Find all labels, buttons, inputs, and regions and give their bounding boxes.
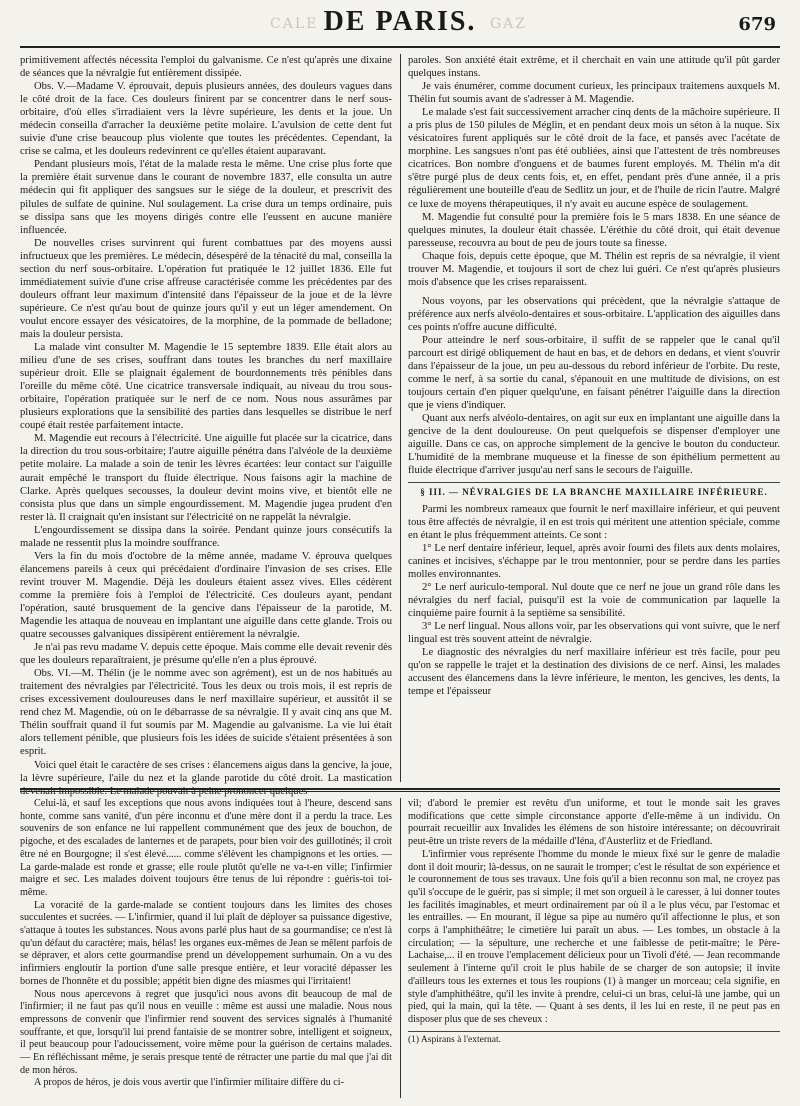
bleed-through-text: CALE bbox=[270, 16, 319, 32]
feuilleton-left-column bbox=[20, 798, 392, 1098]
footnote: (1) Aspirans à l'externat. bbox=[408, 1031, 780, 1047]
feuilleton-right-column bbox=[408, 798, 780, 1098]
paragraph: M. Magendie fut consulté pour la première fois le 5 mars 1838. En une séance de quelques minutes, la douleur était chassée. L'éréthie du côté droit, qui était devenue paresseuse, recouvra au bout de peu de jours toute sa finesse. bbox=[408, 211, 780, 249]
paragraph: Pour atteindre le nerf sous-orbitaire, il suffit de se rappeler que le canal qu'il parcourt est dirigé obliquement de haut en bas, et de dehors en dedans, et vient s'ouvrir dans l'épaisseur de la joue, un peu au-dessous du rebord inférieur de l'orbite. Du reste, comme le nerf, à sa sortie du canal, s'épanouit en une multitude de divisions, on est toujours certain d'en piquer quelqu'une, en faisant pénétrer l'aiguille dans la direction que je viens d'indiquer. bbox=[408, 334, 780, 412]
paragraph: Obs. V.—Madame V. éprouvait, depuis plusieurs années, des douleurs vagues dans le côté droit de la face. Ces douleurs finirent par se concentrer dans le nerf sous-orbitaire, d'où elles s'irradiaient vers la lèvre supérieure, les dents et la joue. Un médecin conseilla d'arracher la deuxième petite molaire. L'avulsion de cette dent fut suivie d'une crise beaucoup plus violente que toutes les précédentes. Cependant, la crise se calma, et les douleurs redevinrent ce qu'elles étaient auparavant. bbox=[20, 81, 392, 158]
paragraph: Je vais énumérer, comme document curieux, les principaux traitemens auxquels M. Thélin fut soumis avant de s'adresser à M. Magendie. bbox=[408, 81, 780, 106]
paragraph: Le diagnostic des névralgies du nerf maxillaire inférieur est très facile, pour peu qu'on se rappelle le trajet et la destination des divisions de ce nerf. Ainsi, les malades accusent des élancemens dans la lèvre inférieure, le menton, les gencives, les dents, la tempe et l'épaisseur bbox=[408, 647, 780, 698]
paragraph: Le malade s'est fait successivement arracher cinq dents de la mâchoire supérieure. Il a pris plus de 150 pilules de Méglin, et en pendant deux mois un séton à la nuque. Six vésicatoires furent appliqués sur le côté droit de la face, et pansés avec l'acétate de morphine. Les sangsues n'ont pas été oubliées, ainsi que l'attestent de très nombreuses cicatrices. Bon nombre d'onguens et de baumes furent employés. M. Thélin m'a dit s'être purgé plus de deux cents fois, et, en effet, pendant près d'une année, il a pris régulièrement une bouteille d'eau de Sedlitz un jour, et de l'huile de ricin l'autre. Malgré ce luxe de moyens thérapeutiques, il n'y avait eu aucune espèce de soulagement. bbox=[408, 107, 780, 210]
paragraph: Quant aux nerfs alvéolo-dentaires, on agit sur eux en implantant une aiguille dans la gencive de la dent douloureuse. On peut quelquefois se dispenser d'employer une aiguille. Dans ce cas, on approche simplement de la gencive le bouton du conducteur. L'humidité de la membrane muqueuse et la finesse de son épithélium permettent au fluide électrique d'arriver jusqu'au nerf sans le secours de l'aiguille. bbox=[408, 413, 780, 477]
bleed-through-text: GAZ bbox=[490, 16, 528, 32]
section-heading: § III. — NÉVRALGIES DE LA BRANCHE MAXILLAIRE INFÉRIEURE. bbox=[408, 482, 780, 499]
column-divider bbox=[400, 54, 401, 782]
page-number: 679 bbox=[738, 14, 776, 35]
feuilleton-rule bbox=[20, 791, 780, 792]
paragraph: Vers la fin du mois d'octobre de la même année, madame V. éprouva quelques élancemens pareils à ceux qui précédaient d'ordinaire l'invasion de ses crises. Elle revint trouver M. Magendie. Déjà les douleurs étaient assez vives. Elles cédèrent comme la première fois à l'emploi de l'électricité. Ces douleurs ayant, pendant l'opération, sauté brusquement de la gencive dans l'épaisseur de la parotide, M. Magendie les attaqua de nouveau en implantant une aiguille dans cette glande. Trois ou quatre secousses galvaniques dissipèrent entièrement la névralgie. bbox=[20, 550, 392, 641]
paragraph: Celui-là, et sauf les exceptions que nous avons indiquées tout à l'heure, descend sans honte, comme sans vanité, d'un père inconnu et d'une mère dont il a perdu la trace. Les souvenirs de son enfance ne lui rappellent communément que des jeux de bouchon, de pigoche, et des escalades de lanternes et de parapets, pour bien voir des guillotinés; il croit être né en Bourgogne; il s'est élevé...... comme s'élèvent les champignons et les orties. — La garde-malade est ronde et grasse; elle roule plutôt qu'elle ne va-t-en ville; l'infirmier maigre et sec. Les malades doivent toujours être tenus de lui répondre : guéris-toi toi-même. bbox=[20, 798, 392, 898]
paragraph: paroles. Son anxiété était extrême, et il cherchait en vain une attitude qu'il pût garder quelques instans. bbox=[408, 55, 780, 80]
paragraph: De nouvelles crises survinrent qui furent combattues par des moyens aussi infructueux que les premières. Le médecin, désespéré de la ténacité du mal, conseilla la section du nerf sous-orbitaire. L'opération fut pratiquée le 12 juillet 1836. Elle fut immédiatement suivie d'une crise affreuse caractérisée comme les précédentes par des douleurs offrant leur maximum d'intensité dans l'épaisseur de la joue et de la lèvre supérieure. Ce n'est qu'au bout de quinze jours qu'il y eut un léger amendement. On voulut encore essayer des vésicatoires, de la morphine, de la pommade de belladone; mais la douleur persista. bbox=[20, 237, 392, 340]
paragraph: A propos de héros, je dois vous avertir que l'infirmier militaire diffère du ci- bbox=[34, 1077, 345, 1089]
paragraph: vil; d'abord le premier est revêtu d'un uniforme, et tout le monde sait les graves modifications que cette simple circonstance apporte d'elle-même à un individu. On pourrait recueillir aux Invalides les élémens de son histoire intéressante; on découvrirait peut-être un triste revers de la médaille d'Iéna, d'Austerlitz et de Friedland. bbox=[408, 798, 780, 848]
paragraph: Je n'ai pas revu madame V. depuis cette époque. Mais comme elle devait revenir dès que les douleurs reparaîtraient, je présume qu'elle n'en a plus éprouvé. bbox=[20, 642, 392, 667]
right-column bbox=[408, 54, 780, 782]
paragraph: Voici quel était le caractère de ses crises : élancemens aigus dans la gencive, la joue, la lèvre supérieure, l'aile du nez et la glande parotide du côté droit. La mastication bbox=[20, 759, 392, 784]
paragraph: La malade vint consulter M. Magendie le 15 septembre 1839. Elle était alors au milieu d'une de ses crises, souffrant dans toutes les branches du nerf maxillaire supérieur droit. Elle se plaignait également de bourdonnements très pénibles dans l'oreille du même côté. Une cicatrice transversale indiquait, au niveau du trou sous-orbitaire, l'opération pratiquée sur le nerf de ce nom. Nous nous assurâmes par plusieurs explorations que la sensibilité des parties dans lesquelles se distribue le nerf coupé était restée parfaitement intacte. bbox=[20, 342, 392, 432]
paragraph: L'infirmier vous représente l'homme du monde le mieux fixé sur le genre de maladie dont il doit mourir; là-dessus, on ne saurait le tromper; c'est le résultat de son expérience et le couronnement de tous ses travaux. Une fois qu'il a bien reconnu son mal, ne croyez pas qu'il s'occupe de le guérir, pas si simple; il met son orgueil à le caresser, à lui donner toutes les facilités imaginables, et meurt ordinairement par où il a le plus vécu, par l'estomac et les entrailles. — En mourant, il lègue sa pipe au numéro qu'il affectionne le plus, et son corps à l'amphithéâtre; le cimetière lui paraît un abus. — Les tombes, un obstacle à la circulation; — la sépulture, une recherche et une faiblesse de petit-maître; le Père-Lachaise,... il en trouve l'emplacement délicieux pour un Tivoli d'été. — Jean recommande seulement à l'interne qu'il croit le plus habile de se charger de son autopsie; il invite d'ailleurs tous les externes et tous les roupions (1) à manger un morceau; cela signifie, en style d'amphithéâtre, qu'il les invite à prendre, celui-ci un bras, celui-là une jambe, qui un pied, qui la main, qui la tête. — Quant à ses dents, il les lui en reste, il ne peut pas en disposer plus que de ses cheveux : bbox=[408, 848, 780, 1025]
paragraph: Chaque fois, depuis cette époque, que M. Thélin est repris de sa névralgie, il vient trouver M. Magendie, et toujours il sort de chez lui guéri. Ce n'est qu'après plusieurs mois d'absence que les crises reparaissent. bbox=[408, 250, 780, 288]
paragraph: Pendant plusieurs mois, l'état de la malade resta le même. Une crise plus forte que la première était survenue dans le courant de novembre 1837, elle consulta un autre médecin qui fit appliquer des sangsues sur le siége de la douleur, et prescrivit des pilules de sulfate de quinine. Nul soulagement. La crise dura un temps ordinaire, puis se dissipa sans que les moyens dirigés contre elle l'eussent en aucune manière influencée. bbox=[20, 159, 392, 236]
paragraph: M. Magendie eut recours à l'électricité. Une aiguille fut placée sur la cicatrice, dans la direction du trou sous-orbitaire; l'autre aiguille pénétra dans l'alvéole de la deuxième petite molaire. La malade a soin de tenir les lèvres écartées: leur contact sur l'aiguille aurait empêché le transport du fluide électrique. Nous faisons agir la machine de Clarke. Après quelques secousses, la douleur devint moins vive, et bientôt elle ne consista plus que dans un simple engourdissement. M. Magendie jugea prudent d'en rester là. Il craignait qu'en insistant sur l'électricité on ne rappelât la névralgie. bbox=[20, 433, 392, 523]
left-column bbox=[20, 54, 392, 782]
feuilleton-rule bbox=[20, 788, 780, 790]
paragraph: 2° Le nerf auriculo-temporal. Nul doute que ce nerf ne joue un grand rôle dans les névralgies du nerf facial, puisqu'il est la voie de communication par laquelle la cinquième paire fournit à la septième sa sensibilité. bbox=[408, 581, 780, 619]
paragraph: La voracité de la garde-malade se contient toujours dans les limites des choses succulentes et sucrées. — L'infirmier, quand il lui plaît de déployer sa puissance digestive, s'attaque à toutes les substances. Nous avons parlé plus haut de sa gourmandise; ce n'est là qu'un défaut du caractère; mais, hélas! les organes eux-mêmes de Jean se mêlent parfois de se dépraver, et alors cette gourmandise prend un développement surhumain. On a vu des infirmiers engloutir la portion d'une salle presque entière, et leur voracité dépasser les bornes de l'honnête et du possible; appétit bien digne des miasmes qui l'irritaient! bbox=[20, 899, 392, 987]
paragraph: primitivement affectés nécessita l'emploi du galvanisme. Ce n'est qu'après une dixaine de séances que la névralgie fut entièrement dissipée. bbox=[20, 55, 392, 80]
paragraph: 3° Le nerf lingual. Nous allons voir, par les observations qui vont suivre, que le nerf lingual est très souvent atteint de névralgie. bbox=[408, 620, 780, 646]
column-divider bbox=[400, 798, 401, 1098]
paragraph: L'engourdissement se dissipa dans la soirée. Pendant quinze jours consécutifs la malade ne ressentit plus la moindre souffrance. bbox=[20, 524, 392, 549]
paragraph: 1° Le nerf dentaire inférieur, lequel, après avoir fourni des filets aux dents molaires, canines et incisives, s'échappe par le trou mentonnier, pour se perdre dans les parties molles environnantes. bbox=[408, 542, 780, 580]
paragraph: Nous nous apercevons à regret que jusqu'ici nous avons dit beaucoup de mal de l'infirmier; il ne faut pas qu'il nous en veuille : même est aussi une maladie. Nous nous empressons de convenir que l'infirmier rend souvent des services signalés à l'humanité souffrante, et que, lorsqu'il lui prend fantaisie de se montrer sobre, intelligent et soigneux, il peut beaucoup pour l'adoucissement, voire même pour la guérison de certains malades. — En réfléchissant même, je serais presque tenté de rétracter une partie du mal que j'ai dit de mon héros. bbox=[20, 988, 392, 1076]
page-header bbox=[20, 6, 780, 48]
running-title: DE PARIS. bbox=[323, 6, 477, 37]
paragraph: Parmi les nombreux rameaux que fournit le nerf maxillaire inférieur, et qui peuvent tous être affectés de névralgie, il en est trois qui méritent une attention spéciale, comme en étant le plus fréquemment atteints. Ce sont : bbox=[408, 503, 780, 541]
paragraph: Nous voyons, par les observations qui précèdent, que la névralgie s'attaque de préférence aux nerfs alvéolo-dentaires et sous-orbitaire. L'application des aiguilles dans ces points n'offre aucune difficulté. bbox=[408, 295, 780, 333]
paragraph: Obs. VI.—M. Thélin (je le nomme avec son agrément), est un de nos habitués au traitement des névralgies par l'électricité. Tous les deux ou trois mois, il est repris de crises excessivement douloureuses dans le nerf maxillaire supérieur, et aussitôt il se rend chez M. Magendie, où on le débarrasse de sa névralgie. Il y avait cinq ans que M. Thélin souffrait quand il fut soumis par M. Magendie au galvanisme. La vie lui était alors tellement pénible, que plusieurs fois les idées de suicide s'étaient présentées à son esprit. bbox=[20, 668, 392, 758]
